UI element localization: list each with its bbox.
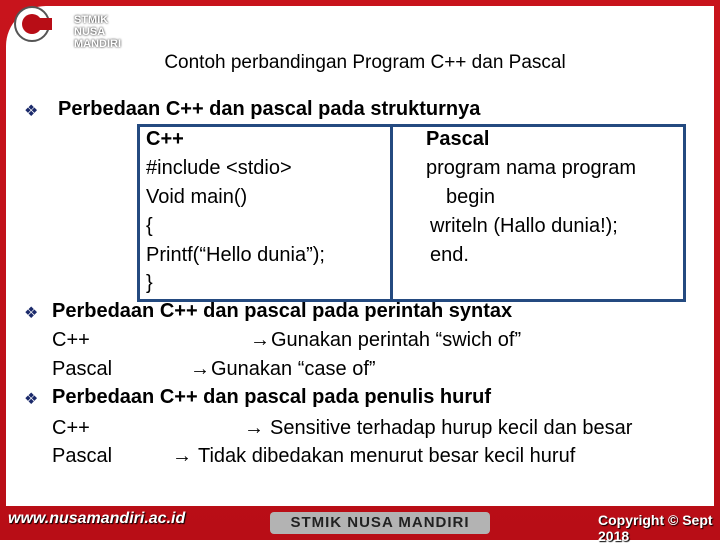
section1-heading: Perbedaan C++ dan pascal pada strukturnya [58,98,481,120]
cpp-line: Printf(“Hello dunia”); [146,244,325,266]
section3-row1-value: Sensitive terhadap hurup kecil dan besar [270,417,633,439]
section3-row1-label: C++ [52,417,90,439]
section2-row2-value: Gunakan “case of” [211,358,376,380]
section2-row1-label: C++ [52,329,90,351]
footer-copyright: Copyright © Sept 2018 [598,512,713,544]
section2-heading: Perbedaan C++ dan pascal pada perintah syntax [52,300,513,322]
diamond-bullet-icon: ❖ [24,391,39,408]
diamond-bullet-icon: ❖ [24,103,39,120]
slide-title: Contoh perbandingan Program C++ dan Pascal [164,52,566,73]
cpp-line: #include <stdio> [146,157,292,179]
cpp-line: { [146,215,153,237]
pascal-line: writeln (Hallo dunia!); [430,215,618,237]
cpp-line: } [146,272,153,294]
section2-row2-label: Pascal [52,358,113,380]
footer-institution: STMIK NUSA MANDIRI [270,512,490,534]
arrow-right-icon: → [250,329,270,351]
cpp-line: Void main() [146,186,248,208]
logo-line2: NUSA MANDIRI [74,26,122,50]
logo-mark-icon [8,4,68,44]
pascal-header: Pascal [426,128,490,150]
section3-heading: Perbedaan C++ dan pascal pada penulis huruf [52,386,492,408]
arrow-right-icon: → [190,358,210,380]
pascal-line: program nama program [426,157,637,179]
section3-row2-label: Pascal [52,445,113,467]
logo [8,4,148,50]
diamond-bullet-icon: ❖ [24,305,39,322]
section3-row2-value: Tidak dibedakan menurut besar kecil huruf [198,445,576,467]
pascal-line: begin [446,186,495,208]
arrow-right-icon: → [244,417,264,439]
pascal-line: end. [430,244,469,266]
cpp-header: C++ [146,128,184,150]
section2-row1-value: Gunakan perintah “swich of” [271,329,522,351]
arrow-right-icon: → [172,445,192,467]
footer-website-link[interactable]: www.nusamandiri.ac.id [8,510,186,527]
logo-line1: STMIK [74,14,109,26]
